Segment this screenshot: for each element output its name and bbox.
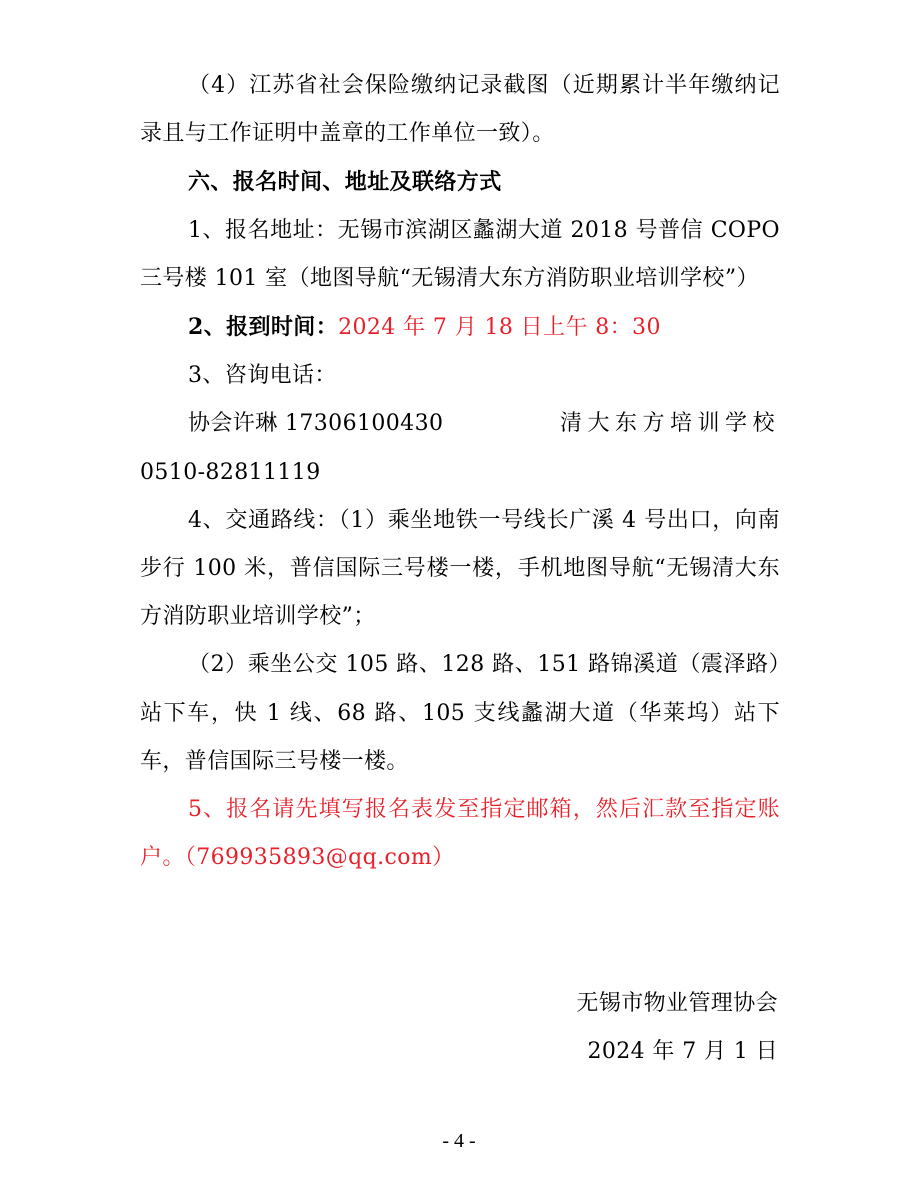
contact-association: 协会许琳 17306100430: [188, 411, 444, 437]
report-time-label: 2、报到时间：: [188, 314, 339, 341]
report-time-paragraph: [140, 303, 780, 352]
section6-heading: 六、报名时间、地址及联络方式: [188, 169, 502, 196]
contact-line: [140, 400, 780, 448]
contact-school-phone: 0510-82811119: [140, 459, 321, 485]
signature-block: [576, 980, 778, 1076]
report-time-value: 2024 年 7 月 18 日上午 8：30: [338, 315, 661, 341]
address-paragraph: 1、报名地址：无锡市滨湖区蠡湖大道 2018 号普信 COPO 三号楼 101 室（地图导航“无锡清大东方消防职业培训学校”）: [140, 217, 780, 291]
traffic-bus-paragraph: （2）乘坐公交 105 路、128 路、151 路锦溪道（震泽路）站下车，快 1 线、68 路、105 支线蠡湖大道（华莱坞）站下车，普信国际三号楼一楼。: [140, 652, 780, 774]
signature-date: 2024 年 7 月 1 日: [587, 1039, 778, 1065]
item4-social-security-paragraph: （4）江苏省社会保险缴纳记录截图（近期累计半年缴纳记录且与工作证明中盖章的工作单位一致）。: [140, 73, 780, 147]
contact-school: 清大东方培训学校: [559, 411, 780, 437]
consult-phone-heading: 3、咨询电话：: [188, 363, 337, 389]
document-body: [140, 62, 780, 882]
page-number: - 4 -: [442, 1130, 476, 1152]
registration-note-paragraph: 5、报名请先填写报名表发至指定邮箱，然后汇款至指定账户。（769935893@qq.com）: [140, 797, 780, 871]
signature-organization: 无锡市物业管理协会: [576, 991, 778, 1016]
traffic-metro-paragraph: 4、交通路线：（1）乘坐地铁一号线长广溪 4 号出口，向南步行 100 米，普信国际三号楼一楼，手机地图导航“无锡清大东方消防职业培训学校”；: [140, 507, 780, 630]
